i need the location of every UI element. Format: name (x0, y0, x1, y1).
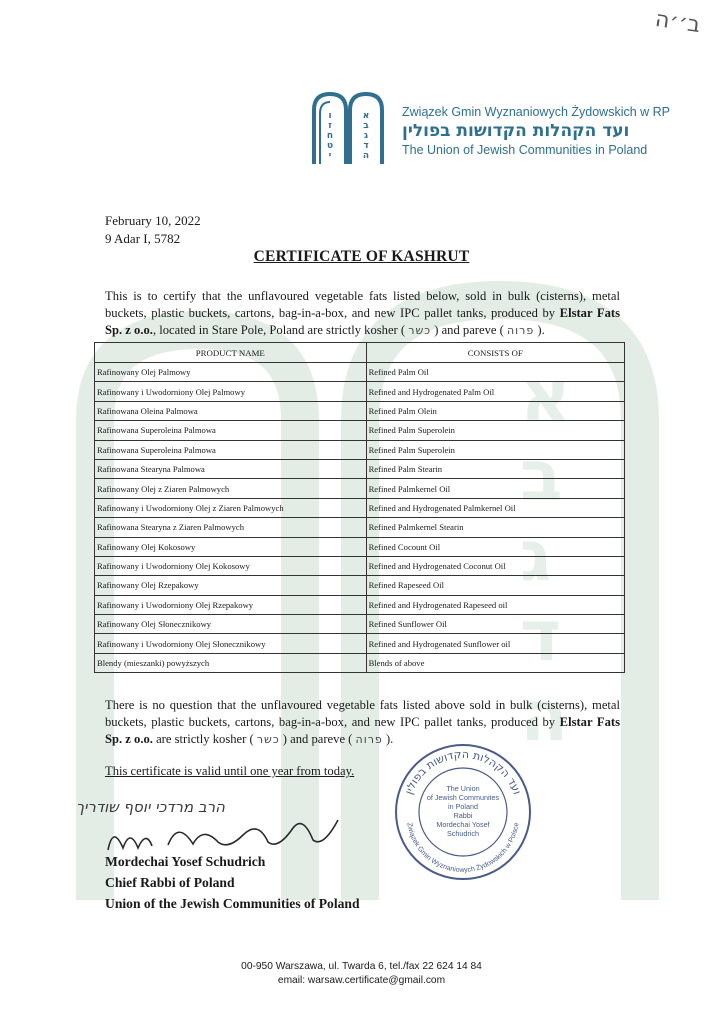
para2-text-c: ) and pareve ( (282, 732, 353, 746)
logo-letter: ו (328, 111, 332, 121)
consists-of-cell: Refined and Hydrogenated Sunflower oil (366, 634, 624, 653)
footer-email[interactable]: email: warsaw.certificate@gmail.com (277, 975, 446, 986)
para2-text-b: are strictly kosher ( (152, 732, 254, 746)
para1-text-a: This is to certify that the unflavoured vegetable fats listed below, sold in bulk (cisterns), metal buckets, plastic buckets, cartons, bag-in-a-box, and new IPC pallet tanks, produced by (105, 289, 620, 320)
consists-of-cell: Refined Palm Superolein (366, 440, 624, 459)
para1-company: Elstar Fats Sp. z o.o. (105, 306, 620, 337)
table-row (95, 537, 625, 556)
consists-of-cell: Refined Palm Oil (366, 363, 624, 382)
stamp-ring-hebrew: ועד הקהלות הקדושות בפולין (402, 747, 524, 797)
date-gregorian: February 10, 2022 (105, 213, 201, 228)
pareve-handwritten: פרוה (506, 324, 535, 337)
logo-letter: א (362, 111, 370, 121)
footer-contact (0, 960, 723, 988)
date-hebrew: 9 Adar I, 5782 (105, 231, 181, 246)
consists-of-cell: Refined Sunflower Oil (366, 615, 624, 634)
product-name-cell: Rafinowana Superoleina Palmowa (95, 421, 367, 440)
svg-text:ה: ה (520, 675, 569, 757)
signature-hebrew: הרב מרדכי יוסף שודריך (76, 798, 225, 816)
logo-letter: ה (362, 151, 370, 161)
table-row (95, 634, 625, 653)
table-row (95, 459, 625, 478)
products-table (94, 342, 625, 673)
product-name-cell: Rafinowana Superoleina Palmowa (95, 440, 367, 459)
stamp-ring-polish: Związek Gmin Wyznaniowych Żydowskich w Polsce (405, 822, 521, 875)
logo-letter: י (328, 151, 332, 161)
product-name-cell: Rafinowany i Uwodorniony Olej z Ziaren Palmowych (95, 498, 367, 517)
product-name-cell: Rafinowany i Uwodorniony Olej Rzepakowy (95, 595, 367, 614)
para2-company: Elstar Fats Sp. z o.o. (105, 715, 620, 746)
product-name-cell: Rafinowany Olej z Ziaren Palmowych (95, 479, 367, 498)
consists-of-cell: Refined Palmkernel Stearin (366, 518, 624, 537)
header-consists-of: CONSISTS OF (366, 343, 624, 363)
stamp-center-line: Mordechai Yosef (436, 820, 490, 829)
svg-text:ג: ג (520, 515, 552, 597)
logo-letter: ח (326, 131, 334, 141)
table-row (95, 382, 625, 401)
stamp-center-line: of Jewish Communites (426, 793, 500, 802)
consists-of-cell: Refined Cocount Oil (366, 537, 624, 556)
stamp-center-line: Rabbi (453, 811, 473, 820)
svg-text:ב: ב (520, 435, 563, 517)
para1-text-d: ). (537, 323, 545, 337)
signatory-organization: Union of the Jewish Communities of Poland (105, 896, 360, 911)
table-row (95, 421, 625, 440)
product-name-cell: Rafinowana Oleina Palmowa (95, 401, 367, 420)
kosher-handwritten: כשר (408, 324, 432, 337)
table-header-row (95, 343, 625, 363)
table-row (95, 653, 625, 672)
signatory-block (105, 851, 360, 914)
consists-of-cell: Refined and Hydrogenated Coconut Oil (366, 556, 624, 575)
logo-letter: ב (363, 121, 369, 131)
consists-of-cell: Refined Palm Olein (366, 401, 624, 420)
product-name-cell: Rafinowana Stearyna Palmowa (95, 459, 367, 478)
validity-statement: This certificate is valid until one year from today. (105, 764, 355, 778)
product-name-cell: Rafinowany i Uwodorniony Olej Palmowy (95, 382, 367, 401)
consists-of-cell: Blends of above (366, 653, 624, 672)
product-name-cell: Rafinowana Stearyna z Ziaren Palmowych (95, 518, 367, 537)
logo-letter: ג (363, 131, 369, 141)
product-name-cell: Rafinowany i Uwodorniony Olej Kokosowy (95, 556, 367, 575)
rabbi-signature (68, 790, 358, 860)
letterhead (310, 88, 690, 168)
consists-of-cell: Refined Palmkernel Oil (366, 479, 624, 498)
consists-of-cell: Refined and Hydrogenated Palm Oil (366, 382, 624, 401)
pareve-handwritten-2: פרוה (355, 733, 383, 746)
product-name-cell: Rafinowany i Uwodorniony Olej Słonecznikowy (95, 634, 367, 653)
svg-text:ד: ד (520, 595, 562, 677)
consists-of-cell: Refined and Hydrogenated Palmkernel Oil (366, 498, 624, 517)
product-name-cell: Rafinowany Olej Kokosowy (95, 537, 367, 556)
table-row (95, 479, 625, 498)
table-row (95, 615, 625, 634)
consists-of-cell: Refined Palm Superolein (366, 421, 624, 440)
product-name-cell: Rafinowany Olej Słonecznikowy (95, 615, 367, 634)
org-name-english: The Union of Jewish Communities in Poland (402, 143, 648, 157)
stamp-center-line: The Union (446, 784, 480, 793)
table-row (95, 576, 625, 595)
table-row (95, 556, 625, 575)
logo-letter: ז (328, 121, 332, 131)
corner-handwritten-mark: ב׳׳ה (653, 6, 702, 39)
org-name-polish: Związek Gmin Wyznaniowych Żydowskich w RP (402, 105, 671, 119)
header-product-name: PRODUCT NAME (95, 343, 367, 363)
consists-of-cell: Refined Palm Stearin (366, 459, 624, 478)
kosher-handwritten-2: כשר (256, 733, 280, 746)
logo-letter: ט (326, 141, 334, 151)
svg-text:א: א (520, 355, 571, 437)
table-row (95, 498, 625, 517)
product-name-cell: Blendy (mieszanki) powyższych (95, 653, 367, 672)
table-row (95, 401, 625, 420)
footer-address: 00-950 Warszawa, ul. Twarda 6, tel./fax 22 624 14 84 (241, 961, 482, 972)
rabbinical-stamp (393, 742, 533, 882)
organization-name (402, 104, 670, 158)
para2-text-a: There is no question that the unflavoured vegetable fats listed above sold in bulk (cisterns), metal buckets, plastic buckets, cartons, bag-in-a-box, and new IPC pallet tanks, produced by (105, 698, 620, 729)
certification-paragraph (105, 288, 620, 339)
consists-of-cell: Refined and Hydrogenated Rapeseed oil (366, 595, 624, 614)
stamp-center-line: Schudrich (447, 829, 479, 838)
signatory-role: Chief Rabbi of Poland (105, 875, 235, 890)
product-name-cell: Rafinowany Olej Palmowy (95, 363, 367, 382)
product-name-cell: Rafinowany Olej Rzepakowy (95, 576, 367, 595)
para1-text-b: , located in Stare Pole, Poland are strictly kosher ( (152, 323, 406, 337)
table-row (95, 518, 625, 537)
org-name-hebrew: ועד הקהלות הקדושות בפולין (402, 121, 630, 141)
table-row (95, 595, 625, 614)
stamp-center-line: in Poland (448, 802, 478, 811)
certificate-title: CERTIFICATE OF KASHRUT (253, 248, 470, 265)
signatory-name: Mordechai Yosef Schudrich (105, 854, 266, 869)
assurance-paragraph (105, 697, 620, 748)
logo-letter: ד (363, 141, 369, 151)
para2-text-d: ). (385, 732, 394, 746)
date-block (105, 212, 201, 248)
table-row (95, 440, 625, 459)
consists-of-cell: Refined Rapeseed Oil (366, 576, 624, 595)
table-row (95, 363, 625, 382)
para1-text-c: ) and pareve ( (434, 323, 504, 337)
union-logo-icon (310, 88, 390, 168)
